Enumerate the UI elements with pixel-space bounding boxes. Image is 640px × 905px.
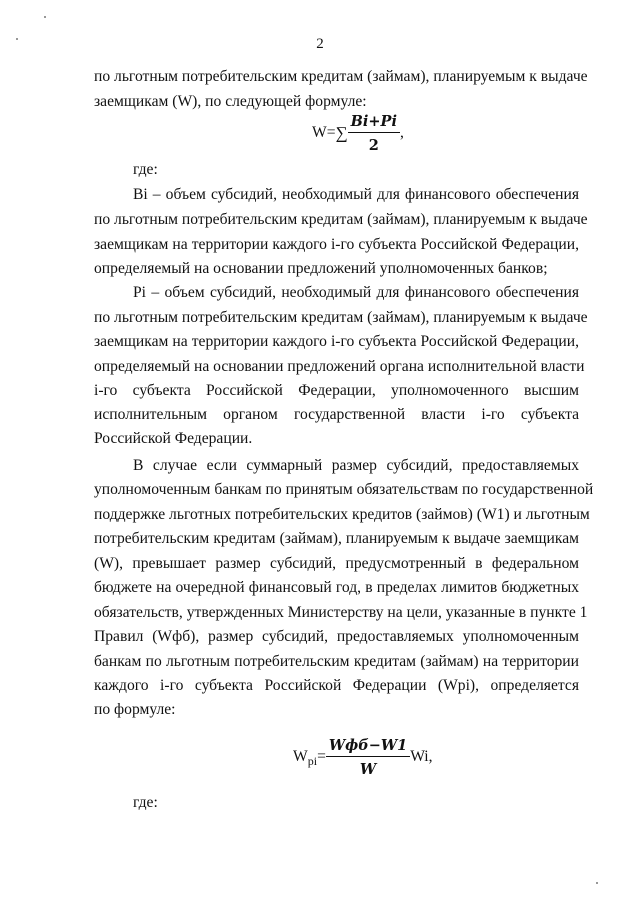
- pi-def-line-1: Pi – объем субсидий, необходимый для финансового обеспечения: [133, 284, 579, 301]
- case-line-6: бюджете на очередной финансовый год, в пределах лимитов бюджетных: [94, 579, 579, 596]
- formula-w-denominator: 2: [368, 137, 379, 154]
- bi-def-line-3: заемщикам на территории каждого i-го субъекта Российской Федерации,: [94, 236, 579, 253]
- sum-symbol: ∑: [335, 123, 348, 143]
- formula-w-tail: ,: [399, 124, 404, 142]
- case-line-1: В случае если суммарный размер субсидий, предоставляемых: [133, 457, 579, 474]
- formula-wpi-lhs: [293, 748, 318, 769]
- case-line-9: банкам по льготным потребительским кредитам (займам) на территории: [94, 653, 579, 670]
- intro-line-1: по льготным потребительским кредитам (займам), планируемым к выдаче: [94, 68, 588, 85]
- case-line-10: каждого i-го субъекта Российской Федерации (Wpi), определяется: [94, 677, 579, 694]
- formula-wpi-numerator: Wфб−W1: [326, 737, 410, 757]
- case-line-2: уполномоченным банкам по принятым обязательствам по государственной: [94, 481, 594, 498]
- formula-wpi: [293, 737, 433, 778]
- scan-speck: [596, 882, 598, 884]
- bi-def-line-2: по льготным потребительским кредитам (займам), планируемым к выдаче: [94, 211, 588, 228]
- formula-w-lhs: W=: [312, 124, 336, 142]
- formula-wpi-fraction: [326, 737, 410, 778]
- where-label-1: где:: [133, 161, 158, 178]
- formula-wpi-equals: =: [317, 748, 326, 766]
- pi-def-line-7: Российской Федерации.: [94, 430, 253, 447]
- case-line-8: Правил (Wфб), размер субсидий, предоставляемых уполномоченным: [94, 628, 579, 645]
- formula-wpi-lhs-main: W: [293, 748, 308, 766]
- pi-def-line-3: заемщикам на территории каждого i-го субъекта Российской Федерации,: [94, 333, 579, 350]
- formula-wpi-tail: Wi,: [410, 748, 433, 766]
- formula-w-fraction: [348, 113, 400, 154]
- page-number: 2: [316, 36, 324, 52]
- pi-def-line-4: определяемый на основании предложений органа исполнительной власти: [94, 358, 585, 375]
- scan-speck: [44, 16, 46, 18]
- formula-w: [312, 113, 404, 154]
- bi-def-line-4: определяемый на основании предложений уполномоченных банков;: [94, 260, 548, 277]
- case-line-5: (W), превышает размер субсидий, предусмотренный в федеральном: [94, 555, 579, 572]
- pi-def-line-5: i-го субъекта Российской Федерации, уполномоченного высшим: [94, 382, 579, 399]
- case-line-4: потребительским кредитам (займам), планируемым к выдаче заемщикам: [94, 530, 579, 547]
- pi-def-line-6: исполнительным органом государственной власти i-го субъекта: [94, 406, 579, 423]
- case-line-11: по формуле:: [94, 701, 176, 718]
- where-label-2: где:: [133, 794, 158, 811]
- formula-wpi-lhs-sub: pi: [307, 754, 318, 769]
- case-line-7: обязательств, утвержденных Министерству на цели, указанные в пункте 1: [94, 604, 588, 621]
- intro-line-2: заемщикам (W), по следующей формуле:: [94, 93, 367, 110]
- formula-wpi-denominator: W: [359, 761, 377, 778]
- case-line-3: поддержке льготных потребительских кредитов (займов) (W1) и льготным: [94, 506, 590, 523]
- bi-def-line-1: Bi – объем субсидий, необходимый для финансового обеспечения: [133, 186, 579, 203]
- formula-w-numerator: Bi+Pi: [348, 113, 400, 133]
- pi-def-line-2: по льготным потребительским кредитам (займам), планируемым к выдаче: [94, 309, 588, 326]
